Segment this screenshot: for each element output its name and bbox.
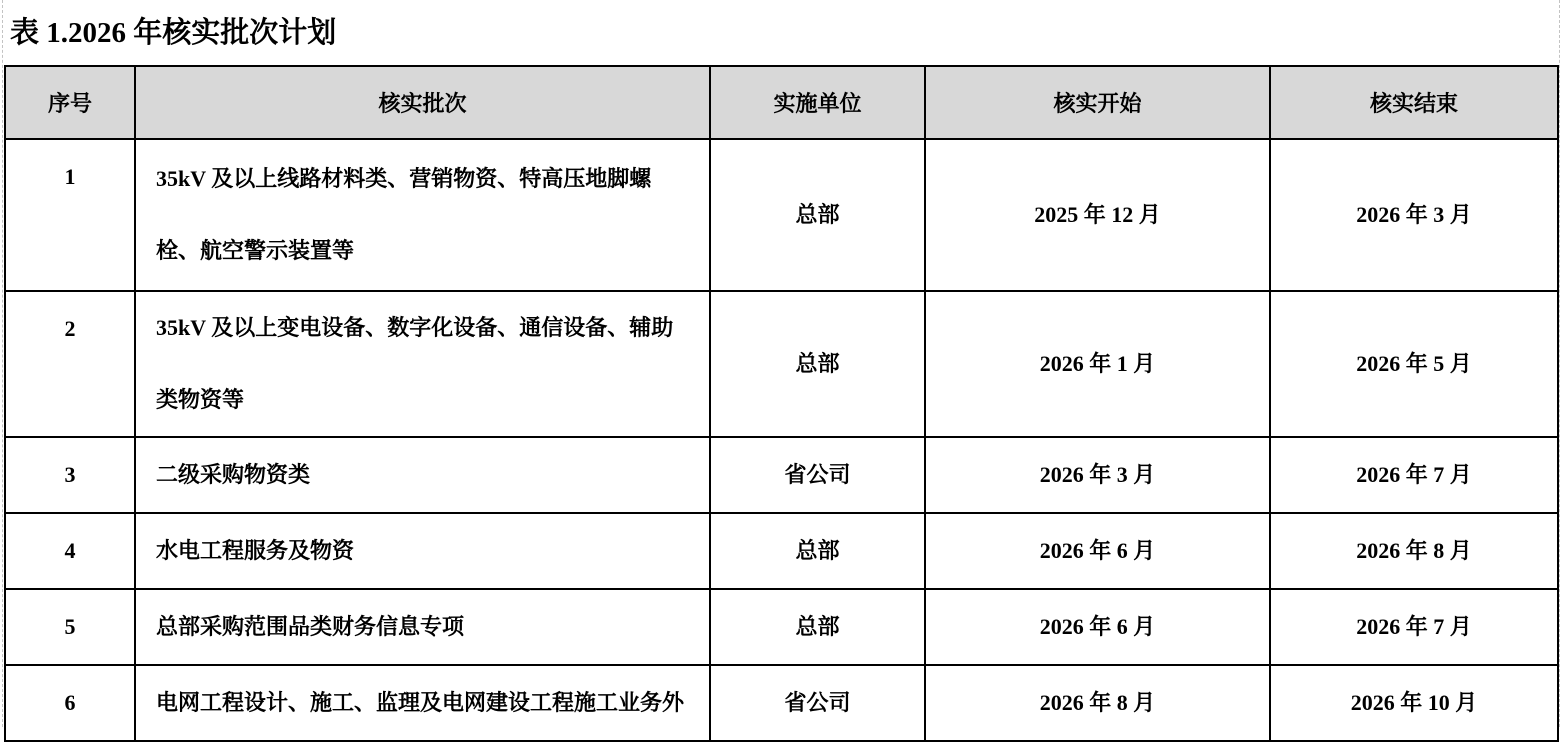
end-date-cell: 2026 年 7 月 bbox=[1270, 589, 1558, 665]
table-row bbox=[5, 513, 1558, 589]
end-date-cell: 2026 年 5 月 bbox=[1270, 291, 1558, 437]
page-title: 表 1.2026 年核实批次计划 bbox=[10, 17, 337, 49]
page-margin-guide-left bbox=[2, 0, 3, 727]
table-row bbox=[5, 139, 1558, 291]
batch-cell: 水电工程服务及物资 bbox=[135, 513, 710, 589]
start-date-cell: 2026 年 1 月 bbox=[925, 291, 1270, 437]
col-header-start: 核实开始 bbox=[925, 66, 1270, 139]
start-date-cell: 2025 年 12 月 bbox=[925, 139, 1270, 291]
table-header-row bbox=[5, 66, 1558, 139]
col-header-batch: 核实批次 bbox=[135, 66, 710, 139]
row-number-cell: 4 bbox=[5, 513, 135, 589]
start-date-cell: 2026 年 6 月 bbox=[925, 589, 1270, 665]
batch-cell: 电网工程设计、施工、监理及电网建设工程施工业务外 bbox=[135, 665, 710, 741]
unit-cell: 总部 bbox=[710, 589, 925, 665]
end-date-cell: 2026 年 8 月 bbox=[1270, 513, 1558, 589]
row-number-cell: 6 bbox=[5, 665, 135, 741]
row-number-cell: 1 bbox=[5, 139, 135, 291]
batch-cell: 35kV 及以上线路材料类、营销物资、特高压地脚螺栓、航空警示装置等 bbox=[135, 139, 710, 291]
end-date-cell: 2026 年 3 月 bbox=[1270, 139, 1558, 291]
end-date-cell: 2026 年 7 月 bbox=[1270, 437, 1558, 513]
col-header-end: 核实结束 bbox=[1270, 66, 1558, 139]
verification-batch-table bbox=[4, 65, 1559, 742]
table-row bbox=[5, 291, 1558, 437]
table-row bbox=[5, 437, 1558, 513]
row-number-cell: 5 bbox=[5, 589, 135, 665]
unit-cell: 总部 bbox=[710, 139, 925, 291]
row-number-cell: 2 bbox=[5, 291, 135, 437]
table-row bbox=[5, 589, 1558, 665]
col-header-unit: 实施单位 bbox=[710, 66, 925, 139]
batch-cell: 总部采购范围品类财务信息专项 bbox=[135, 589, 710, 665]
row-number-cell: 3 bbox=[5, 437, 135, 513]
start-date-cell: 2026 年 8 月 bbox=[925, 665, 1270, 741]
batch-cell: 二级采购物资类 bbox=[135, 437, 710, 513]
batch-cell: 35kV 及以上变电设备、数字化设备、通信设备、辅助类物资等 bbox=[135, 291, 710, 437]
table-row bbox=[5, 665, 1558, 741]
start-date-cell: 2026 年 3 月 bbox=[925, 437, 1270, 513]
unit-cell: 总部 bbox=[710, 291, 925, 437]
end-date-cell: 2026 年 10 月 bbox=[1270, 665, 1558, 741]
col-header-no: 序号 bbox=[5, 66, 135, 139]
unit-cell: 总部 bbox=[710, 513, 925, 589]
unit-cell: 省公司 bbox=[710, 665, 925, 741]
start-date-cell: 2026 年 6 月 bbox=[925, 513, 1270, 589]
unit-cell: 省公司 bbox=[710, 437, 925, 513]
page-margin-guide-right bbox=[1559, 0, 1560, 727]
